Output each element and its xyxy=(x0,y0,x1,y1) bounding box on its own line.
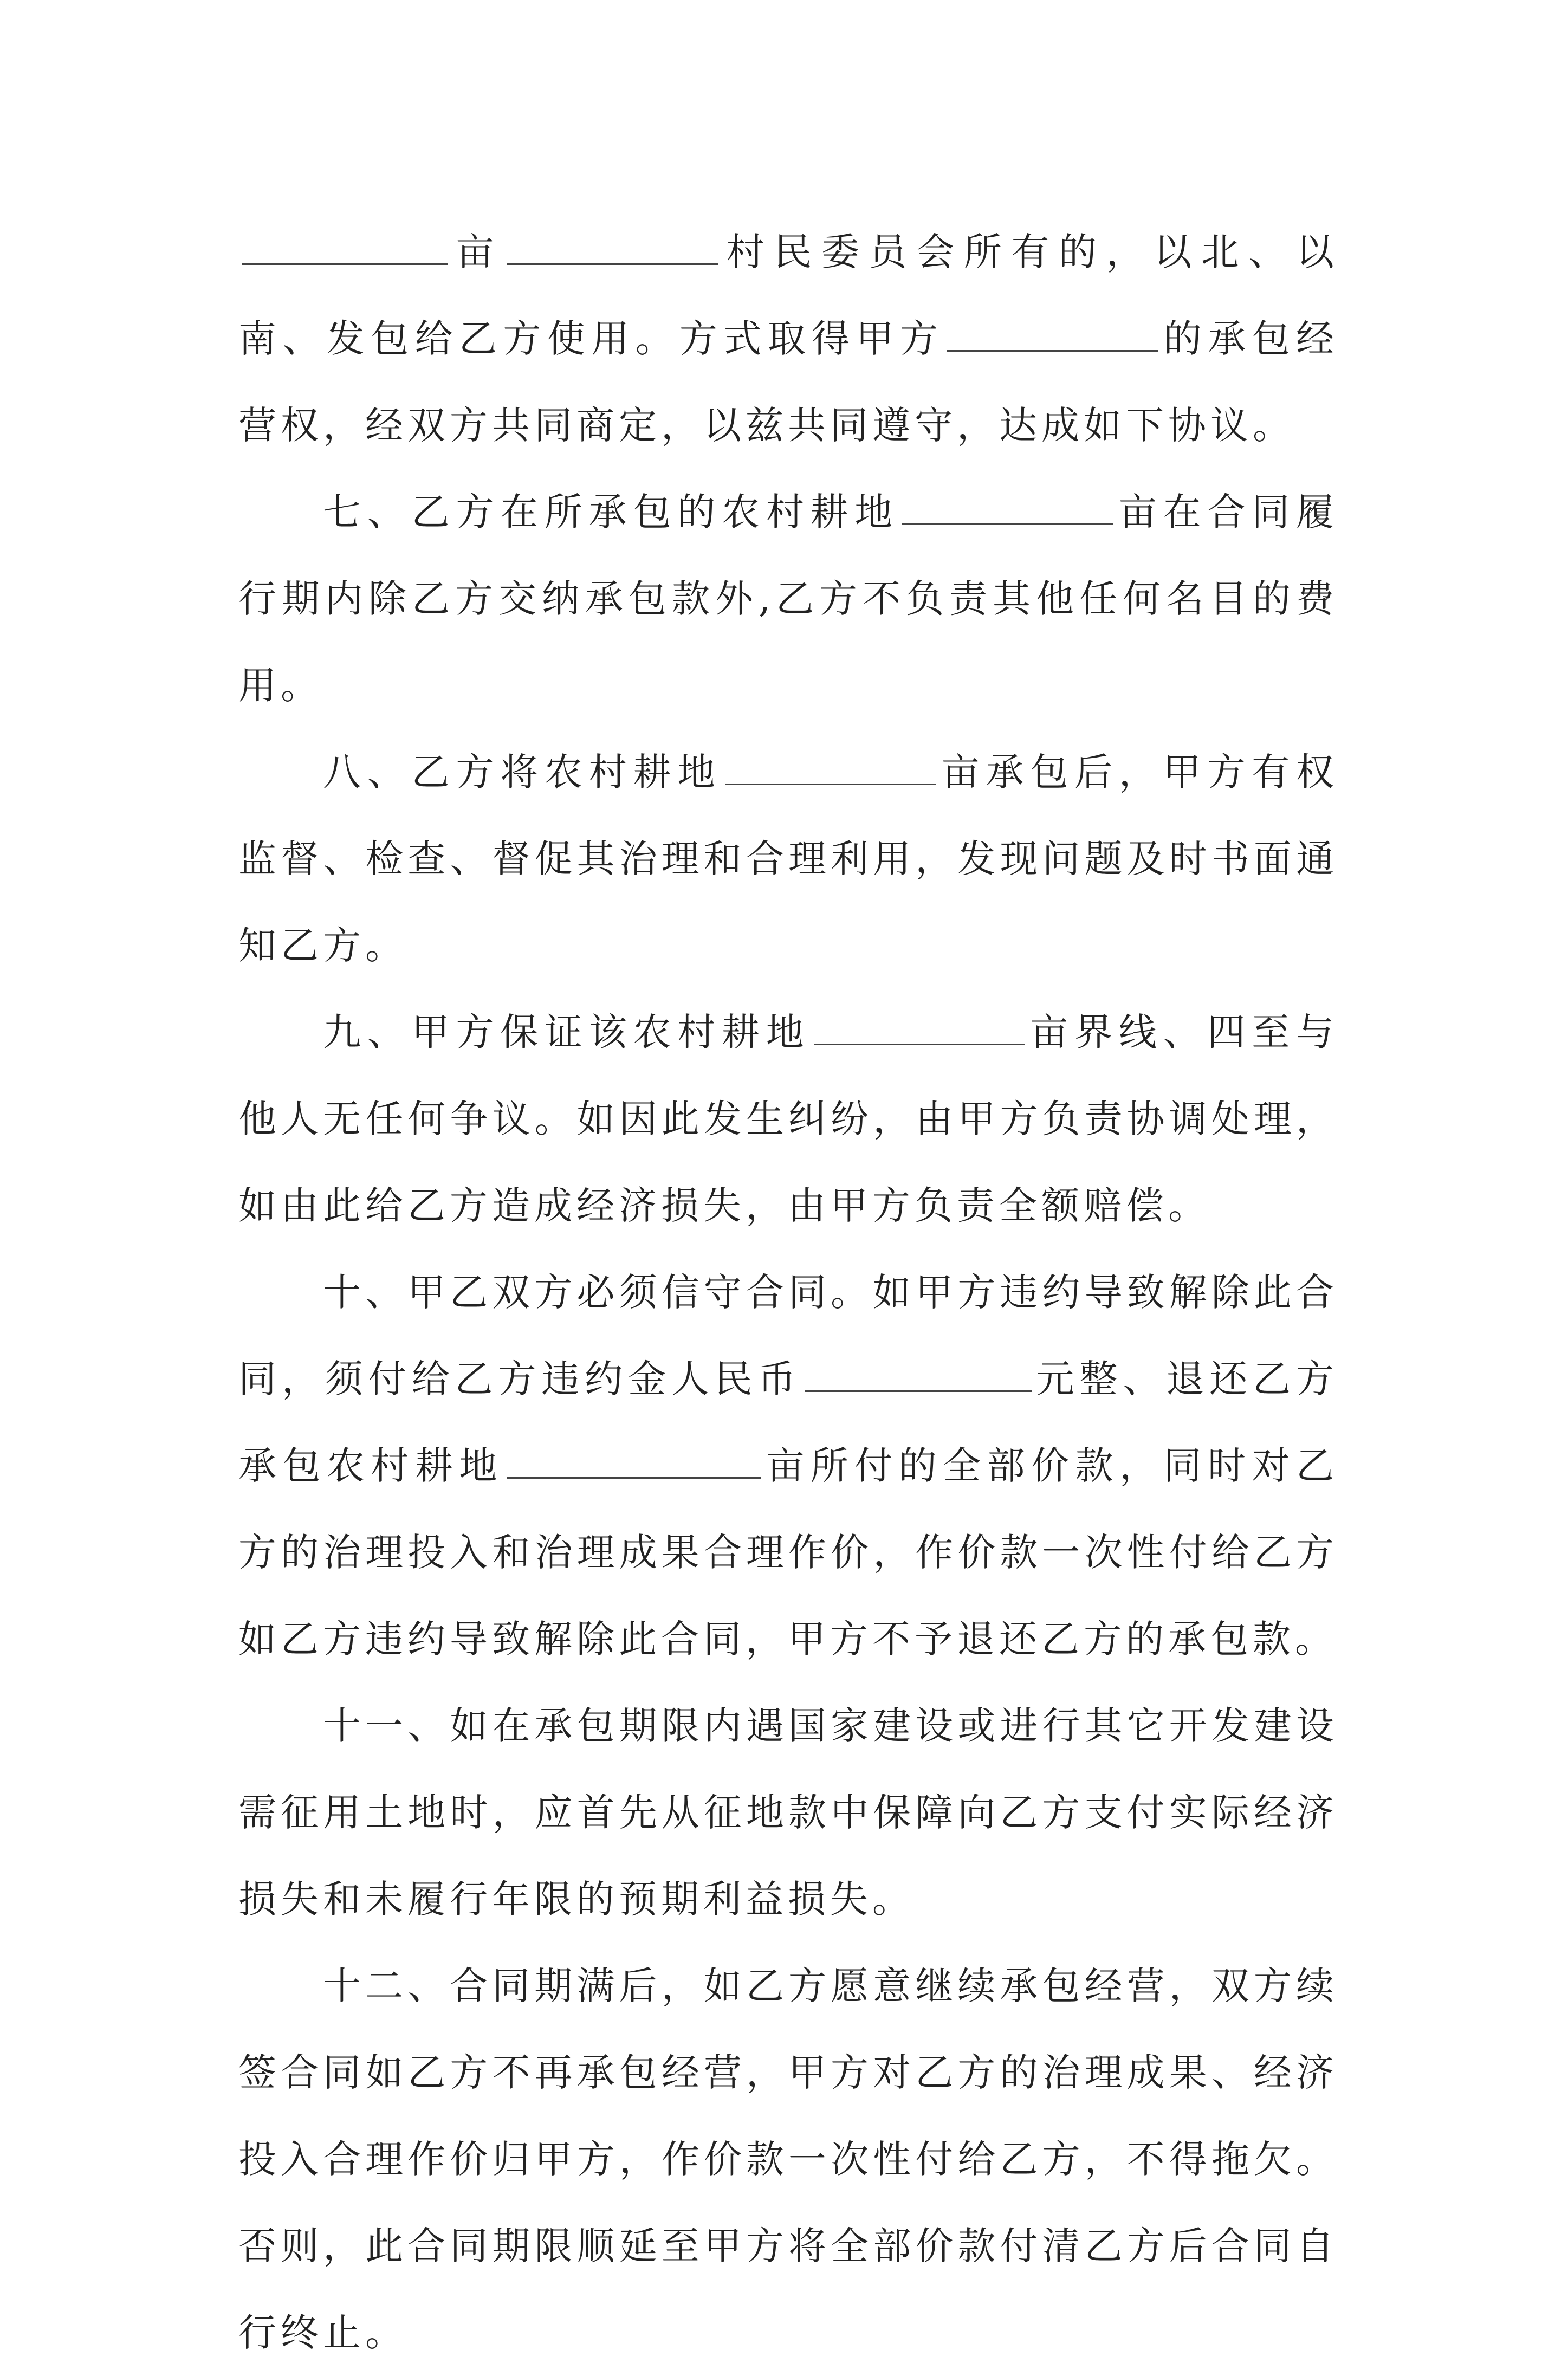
paragraph-text: 亩在合同履行期内除乙方交纳承包款外,乙方不负责其他任何名目的费用。 xyxy=(238,490,1339,708)
paragraph-continuation xyxy=(238,209,1338,469)
blank-field xyxy=(725,751,936,785)
paragraph-clause-9 xyxy=(238,989,1338,1249)
paragraph-text: 十一、如在承包期限内遇国家建设或进行其它开发建设需征用土地时，应首先从征地款中保障向乙方支付实际经济损失和未履行年限的预期利益损失。 xyxy=(238,1704,1338,1921)
paragraph-text: 十、甲乙双方必须信守合同。如甲方违约导致解除此合同，须付给乙方违约金人民币 xyxy=(238,1270,1338,1401)
paragraph-text: 十二、合同期满后，如乙方愿意继续承包经营，双方续签合同如乙方不再承包经营，甲方对乙方的治理成果、经济投入合理作价归甲方，作价款一次性付给乙方，不得拖欠。否则，此合同期限顺延至甲方将全部价款付清乙方后合同自行终止。 xyxy=(238,1964,1338,2355)
paragraph-clause-8 xyxy=(238,729,1338,989)
paragraph-text: 村民委员会所有的，以北、以南、发包给乙方使用。方式取得甲方 xyxy=(238,230,1339,361)
blank-field xyxy=(507,1445,761,1479)
blank-field xyxy=(947,318,1158,352)
blank-field xyxy=(507,231,718,265)
paragraph-clause-7 xyxy=(238,469,1338,729)
blank-field xyxy=(902,491,1113,525)
blank-field xyxy=(805,1358,1032,1392)
paragraph-clause-10 xyxy=(238,1249,1338,1682)
paragraph-text: 亩界线、四至与他人无任何争议。如因此发生纠纷，由甲方负责协调处理，如由此给乙方造成经济损失，由甲方负责全额赔偿。 xyxy=(238,1010,1339,1228)
paragraph-clause-11 xyxy=(238,1682,1338,1943)
paragraph-text: 九、甲方保证该农村耕地 xyxy=(323,1010,811,1054)
paragraph-text: 元整、退还乙方承包农村耕地 xyxy=(238,1357,1339,1488)
paragraph-text: 八、乙方将农村耕地 xyxy=(323,750,722,794)
paragraph-clause-12 xyxy=(238,1943,1338,2376)
paragraph-text: 亩承包后，甲方有权监督、检查、督促其治理和合理利用，发现问题及时书面通知乙方。 xyxy=(238,750,1338,968)
paragraph-text: 亩 xyxy=(451,230,504,274)
contract-body xyxy=(238,209,1338,2376)
paragraph-text: 七、乙方在所承包的农村耕地 xyxy=(323,490,899,534)
blank-field xyxy=(814,1011,1025,1045)
blank-field xyxy=(242,231,448,265)
paragraph-text: 的承包经营权，经双方共同商定，以兹共同遵守，达成如下协议。 xyxy=(238,316,1339,448)
paragraph-text: 亩所付的全部价款，同时对乙方的治理投入和治理成果合理作价，作价款一次性付给乙方如乙方违约导致解除此合同，甲方不予退还乙方的承包款。 xyxy=(238,1443,1339,1661)
